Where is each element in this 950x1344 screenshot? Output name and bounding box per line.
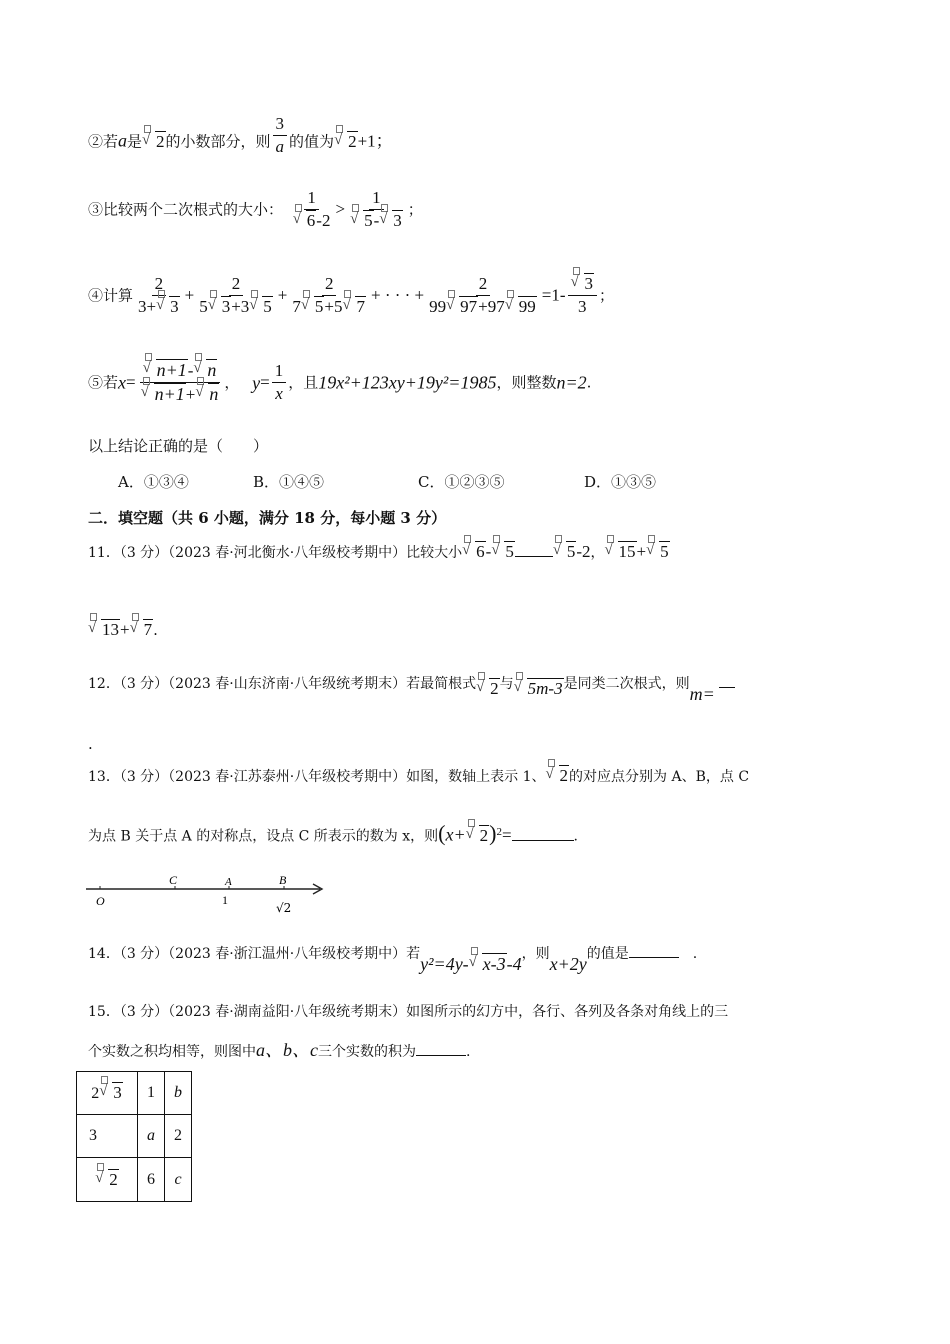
cell: c xyxy=(165,1158,192,1202)
cell: b xyxy=(165,1072,192,1115)
item-5: ⑤若x= √ n+1- √ n √ n+1+ √ n ， y= $\frac{1}{x}$ ，且19x²+123xy+19y²=1985，则整数n=2. xyxy=(88,360,591,405)
cell: 1 xyxy=(138,1072,165,1115)
table-row xyxy=(77,1115,192,1158)
question-11-cont: √ 13+ √ 7. xyxy=(88,620,158,640)
item-4: ④计算 2 3+ √ 3 + 2 5 √ 3+3 √ 5 + 2 7 √ 5+5 √ 7 + · · · + 2 99 √ 97+97 √ 99 =1- √ 3 3 ； xyxy=(88,274,614,317)
question-15: 15．（3 分）（2023 春·湖南益阳·八年级统考期末）如图所示的幻方中，各行、各列及各条对角线上的三 xyxy=(88,1004,729,1020)
label-one: 1 xyxy=(222,893,228,907)
answer-blank[interactable] xyxy=(416,1055,466,1056)
label-sqrt2: √2 xyxy=(276,901,292,915)
answer-blank[interactable] xyxy=(515,556,553,557)
question-prompt: 以上结论正确的是（ ） xyxy=(88,437,269,455)
cell: 3 xyxy=(77,1115,138,1158)
sqrt-2: √ 2 xyxy=(142,132,166,152)
cell: 2 √ 3 xyxy=(77,1072,138,1115)
fraction-1: 1 √ 6-2 xyxy=(292,188,331,230)
option-b[interactable]: B．①④⑤ xyxy=(253,473,325,491)
label-o: O xyxy=(96,894,105,908)
magic-square xyxy=(76,1071,192,1202)
item-2: ②若a是 √ 2的小数部分，则 $\frac{3}{a}$ 的值为 √ 2+1； xyxy=(88,114,393,156)
cell: 6 xyxy=(138,1158,165,1202)
section-2-header: 二．填空题（共 6 小题，满分 18 分，每小题 3 分） xyxy=(88,509,447,527)
question-12-end: . xyxy=(88,735,93,753)
label-c: C xyxy=(169,873,178,887)
fraction-3-over-a: $\frac{3}{a}$ xyxy=(273,114,288,157)
question-13-cont: 为点 B 关于点 A 的对称点，设点 C 所表示的数为 x，则(x+ √ 2)$^2$= . xyxy=(88,820,578,846)
question-11: 11．（3 分）（2023 春·河北衡水·八年级校考期中）比较大小 √ 6- √ 5 √ 5-2， √ 15+ √ 5 xyxy=(88,542,670,563)
option-c[interactable]: C．①②③⑤ xyxy=(418,473,505,491)
cell: √ 2 xyxy=(77,1158,138,1202)
option-a[interactable]: A．①③④ xyxy=(118,473,189,491)
table-row xyxy=(77,1158,192,1202)
answer-blank[interactable] xyxy=(719,687,735,688)
answer-blank[interactable] xyxy=(512,840,574,841)
fraction-2: 1 √ 5- √ 3 xyxy=(350,188,402,230)
cell: a xyxy=(138,1115,165,1158)
number-line-figure xyxy=(84,870,329,916)
table-row xyxy=(77,1072,192,1115)
option-d[interactable]: D．①③⑤ xyxy=(584,473,657,491)
label-a: A xyxy=(225,876,232,888)
cell: 2 xyxy=(165,1115,192,1158)
question-15-cont: 个实数之积均相等，则图中a、b、c三个实数的积为 . xyxy=(88,1040,471,1060)
question-14: 14．（3 分）（2023 春·浙江温州·八年级校考期中）若y²=4y- √ x-3-4，则x+2y的值是 . xyxy=(88,946,698,974)
label-b: B xyxy=(279,873,287,887)
question-13: 13．（3 分）（2023 春·江苏泰州·八年级校考期中）如图，数轴上表示 1、 √ 2的对应点分别为 A、B，点 C xyxy=(88,766,749,787)
question-12: 12．（3 分）（2023 春·山东济南·八年级统考期末）若最简根式 √ 2与 √ 5m-3是同类二次根式，则m= xyxy=(88,672,735,694)
item-3: ③比较两个二次根式的大小： 1 √ 6-2 > 1 √ 5- √ 3 ； xyxy=(88,188,423,230)
answer-blank[interactable] xyxy=(629,957,679,958)
